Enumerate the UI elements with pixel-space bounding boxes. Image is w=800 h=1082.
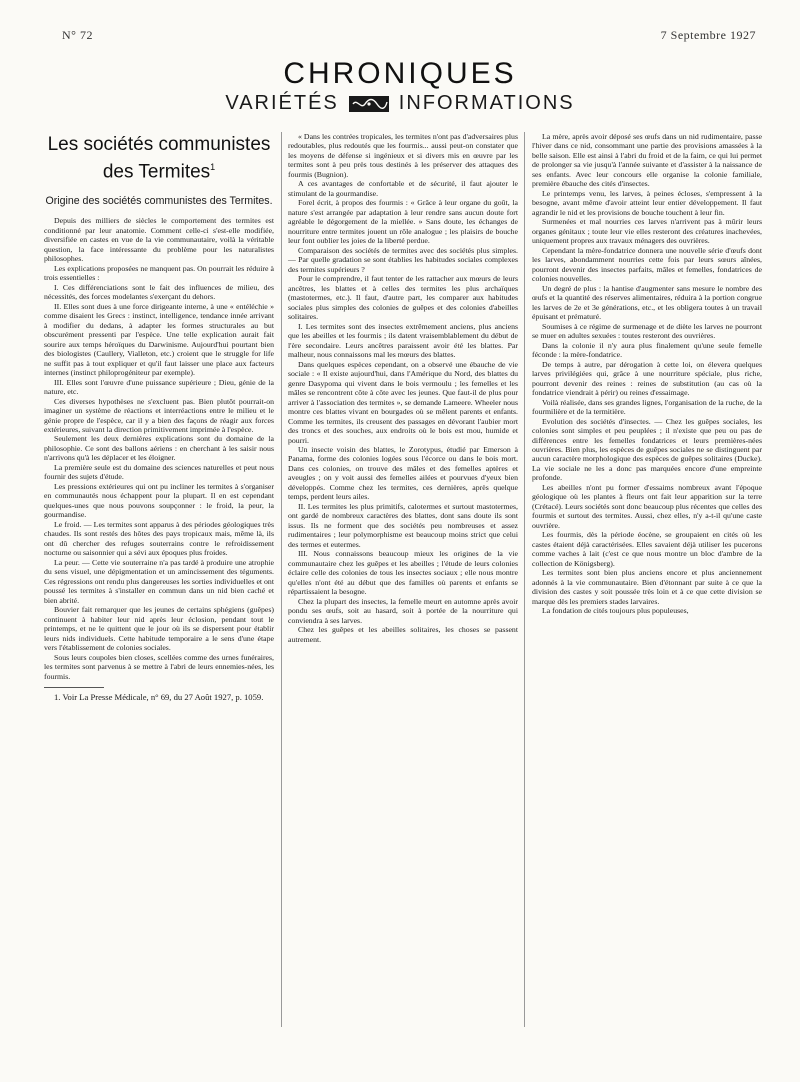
paragraph: II. Elles sont dues à une force dirigeante interne, à une « entéléchie » comme disaient les Grecs : instinct, intelligence, tendance innée arrivant à modifier du dedans, à adapter les formes structurales au but obscurément pressenti par l'espèce. Une telle explication aurait fait sourire aux temps héroïques du Darwinisme. Aujourd'hui pourtant bien des biologistes (Caullery, Vialleton, etc.) croient que le struggle for life ne suffit pas à tout expliquer et qu'il faut laisser une place aux facteurs internes (instinct philoprogéniteur par exemple). [44,301,274,378]
paragraph: Bouvier fait remarquer que les jeunes de certains sphégiens (guêpes) continuent à habiter leur nid après leur éclosion, pendant tout le printemps, et ne le quittent que le jour où ils se dispersent pour établir leurs nids individuels. Cette habitude temporaire a le sens d'une étape vers l'établissement de colonies sociales. [44,605,274,653]
title-footnote-marker: 1 [210,162,216,172]
column-1 [44,132,274,1062]
paragraph: Evolution des sociétés d'insectes. — Chez les guêpes sociales, les colonies sont simples et peu peuplées ; il n'existe que peu ou pas de différences entre les femelles fondatrices et leurs premières-nées ouvrières. Bien plus, les espèces de guêpes sociales ne se distinguent par aucun caractère morphologique des espèces de guêpes solitaires (Ducke). La vie sociale ne les a donc pas marquées encore d'une empreinte profonde. [532,416,762,483]
paragraph: A ces avantages de confortable et de sécurité, il faut ajouter le stimulant de la gourmandise. [288,179,518,198]
paragraph: Depuis des milliers de siècles le comportement des termites est conditionné par leur anatomie. Comment celle-ci s'est-elle modifiée, diversifiée en castes en vue de la vie communautaire, voilà la véritable question, la face intéressante du problème pour les naturalistes philosophes. [44,216,274,264]
paragraph: Les termites sont bien plus anciens encore et plus anciennement adonnés à la vie communautaire. Bien d'étonnant par suite à ce que la division des castes y soit poussée très loin et à ce que cette division se marque dès les premiers stades larvaires. [532,568,762,606]
paragraph: Soumises à ce régime de surmenage et de diète les larves ne pourront se muer en adultes sexuées : toutes resteront des ouvrières. [532,321,762,341]
footnote: 1. Voir La Presse Médicale, n° 69, du 27 Août 1927, p. 1059. [54,692,264,703]
paragraph: I. Les termites sont des insectes extrêmement anciens, plus anciens que les abeilles et les fourmis ; ils datent vraisemblablement du début de l'ère secondaire. Leurs ancêtres paraissent avoir été les blattes. Par malheur, nous connaissons mal les mœurs des blattes. [288,321,518,360]
paragraph: Chez les guêpes et les abeilles solitaires, les choses se passent autrement. [288,625,518,644]
column-2-body [288,132,518,644]
paragraph: Un insecte voisin des blattes, le Zorotypus, étudié par Emerson à Panama, forme des colonies logées sous l'écorce ou dans le bois mort. Dans ces colonies, on trouve des mâles et des femelles aptères et aveugles ; on y voit aussi des femelles ailées et pourvues d'yeux bien développés. Comme chez les termites, ces dernières, après quelque temps, perdent leurs ailes. [288,444,518,502]
paragraph: Un degré de plus : la hantise d'augmenter sans mesure le nombre des œufs et la quantité des réserves alimentaires, réduira à la portion congrue les larves de 2e et 3e générations, etc., et les obligera toutes à un travail épuisant et prématuré. [532,283,762,322]
paragraph: Surmenées et mal nourries ces larves n'arrivent pas à mûrir leurs organes génitaux ; toute leur vie elles resteront des créatures inachevées, uniquement propres aux travaux ménagers des ouvrières. [532,217,762,246]
masthead [0,58,800,115]
article-subhead: Origine des sociétés communistes des Termites. [45,195,273,208]
article-title [44,134,274,183]
paragraph: Dans la colonie il n'y aura plus finalement qu'une seule femelle féconde : la mère-fondatrice. [532,340,762,360]
column-3 [532,132,762,1062]
paragraph: Ces diverses hypothèses ne s'excluent pas. Bien plutôt pourrait-on imaginer un système de réactions et interréactions entre le milieu et le génie propre de l'espèce, car il y a bien des façons de réagir aux forces extérieures, suivant la direction primitivement imprimée à l'espèce. [44,396,274,434]
masthead-title: CHRONIQUES [283,57,517,90]
paragraph: Voilà réalisée, dans ses grandes lignes, l'organisation de la ruche, de la fourmilière et de la termitière. [532,397,762,417]
article-columns [44,132,762,1062]
masthead-right: INFORMATIONS [398,92,575,114]
paragraph: Les pressions extérieures qui ont pu incliner les termites à s'organiser en communautés nous échappent pour la plupart. Il en est cependant quelques-unes que nous pouvons soupçonner : le froid, la peur, la gourmandise. [44,481,274,520]
masthead-left: VARIÉTÉS [225,92,339,114]
paragraph: La mère, après avoir déposé ses œufs dans un nid rudimentaire, passe l'hiver dans ce nid, consommant une partie des provisions amassées à la belle saison. Elle est ainsi à l'abri du froid et de la faim, ce qui lui permet de prolonger sa vie jusqu'à l'année suivante et d'assister à la naissance de ses enfants. Avec leur concours elle organise la colonie familiale, première ébauche des cités d'insectes. [532,132,762,189]
paragraph: Chez la plupart des insectes, la femelle meurt en automne après avoir pondu ses œufs, soit au hasard, soit à portée de la nourriture qui conviendra à ses larves. [288,596,518,625]
paragraph: De temps à autre, par dérogation à cette loi, on élevera quelques larves privilégiées qui, grâce à une nourriture spéciale, plus riche, pourront devenir des reines : reines de substitution (au cas où la fondatrice viendrait à périr) ou reines d'essaimage. [532,359,762,398]
paragraph: « Dans les contrées tropicales, les termites n'ont pas d'adversaires plus redoutables, plus redoutés que les fourmis... aussi peut-on constater que les moyens de défense si ingénieux et si divers mis en œuvre par les termites sont à peu près tous destinés à les préserver des attaques des fourmis (Bugnion). [288,132,518,179]
paragraph: La fondation de cités toujours plus populeuses, [542,606,689,616]
paragraph: La peur. — Cette vie souterraine n'a pas tardé à produire une atrophie du sens visuel, une dépigmentation et un amincissement des téguments. Ces régressions ont rendu plus dangereuses les sorties individuelles et ont poussé les termites à s'installer en commun dans un nid bien caché et bien abrité. [44,557,274,605]
paragraph: Les abeilles n'ont pu former d'essaims nombreux avant l'époque géologique où les plantes à fleurs ont fait leur apparition sur la terre (Crétacé). Leurs sociétés sont donc beaucoup plus récentes que celles des fourmis et surtout des termites. Aussi, chez elles, n'y a-t-il qu'une caste ouvrière. [532,482,762,530]
paragraph: Sous leurs coupoles bien closes, scellées comme des urnes funéraires, les termites sont parvenus à se mettre à l'abri de leurs ennemies-nées, les fourmis. [44,652,274,681]
article-title-text: Les sociétés communistes des Termites [47,134,271,183]
paragraph: Le printemps venu, les larves, à peines écloses, s'empressent à la besogne, avant même d'avoir atteint leur entier développement. Il faut agrandir le nid et les provisions de bouche touchent à leur fin. [532,188,762,217]
footnote-rule [44,687,104,688]
issue-number: N° 72 [62,28,93,42]
column-2 [288,132,518,1062]
paragraph: Forel écrit, à propos des fourmis : « Grâce à leur organe du goût, la nature s'est arrangée par adaptation à leur rendre sans aucun doute fort agréable le dégorgement de la miellée. » Sans doute, les échanges de nourriture entre termites jouent un rôle analogue ; les plaisirs de bouche leur font oublier les joies de la liberté perdue. [288,198,518,246]
issue-date: 7 Septembre 1927 [660,28,756,42]
paragraph: Comparaison des sociétés de termites avec des sociétés plus simples. — Par quelle gradation se sont établies les habitudes sociales complexes des termites supérieurs ? [288,245,518,274]
column-1-body [44,216,274,681]
column-3-body [532,132,762,616]
paragraph: III. Elles sont l'œuvre d'une puissance supérieure ; Dieu, génie de la nature, etc. [44,377,274,397]
paragraph: Cependant la mère-fondatrice donnera une nouvelle série d'œufs dont les larves, abondamment nourries cette fois par leurs sœurs aînées, pourront devenir des insectes parfaits, mâles et femelles, fondatrices de colonies nouvelles. [532,245,762,284]
paragraph: III. Nous connaissons beaucoup mieux les origines de la vie communautaire chez les guêpes et les abeilles ; l'étude de leurs colonies éclaire celle des colonies de tous les insectes sociaux ; elle nous montre qu'elles n'ont été au début que des familles où parents et enfants se répartissaient la besogne. [288,549,518,597]
ornament-icon [349,96,389,112]
paragraph: Les explications proposées ne manquent pas. On pourrait les réduire à trois essentielles : [44,263,274,283]
paragraph: Le froid. — Les termites sont apparus à des périodes géologiques très chaudes. Ils sont restés des hôtes des pays tropicaux mais, même là, ils ont dû chercher des refuges souterrains contre le refroidissement nocturne ou saisonnier qui a sévi aux époques plus froides. [44,519,274,558]
paragraph: I. Ces différenciations sont le fait des influences de milieu, des nécessités, des forces modelantes s'exerçant du dehors. [44,282,274,302]
paragraph: Seulement les deux dernières explications sont du domaine de la philosophie. Ce sont des ballons aériens : en cherchant à les saisir nous n'arrivons qu'à les déplacer et les éloigner. [44,434,274,463]
paragraph: Pour le comprendre, il faut tenter de les rattacher aux mœurs de leurs ancêtres, les blattes et à celles des termites les plus archaïques (mastotermes, etc.). Il faut, d'autre part, les comparer aux habitudes sociales plus simples des colonies de guêpes et des colonies d'abeilles solitaires. [288,274,518,322]
masthead-subtitle [0,92,800,115]
paragraph: Les fourmis, dès la période éocène, se groupaient en cités où les castes étaient déjà caractérisées. Elles savaient déjà utiliser les pucerons comme vaches à lait (c'est ce que nous montre un bloc d'ambre de la collection de Königsberg). [532,530,762,568]
paragraph: La première seule est du domaine des sciences naturelles et peut nous fournir des sujets d'étude. [44,462,274,482]
paragraph: Dans quelques espèces cependant, on a observé une ébauche de vie sociale : « Il existe aujourd'hui, dans l'Amérique du Nord, des blattes du genre Dasypoma qui vivent dans le bois vermoulu ; les femelles et les mâles se rencontrent côte à côte avec les jeunes. Que faut-il de plus pour arriver à l'association des termites », se demande Lameere. Wheeler nous montre ces blattes vivant en bourgades où se mêlent parents et enfants. Comme les termites, ils creusent des passages en dévorant l'aubier mort des troncs et des souches, aux endroits où le bois est mou, humide et pourri. [288,359,518,445]
paragraph: II. Les termites les plus primitifs, calotermes et surtout mastotermes, ont gardé de nombreux caractères des blattes, dont sans doute ils sont issus. Ils ne forment que des sociétés peu nombreuses et assez rudimentaires ; leur polymorphisme est beaucoup moins strict que celui des termes et eutermes. [288,501,518,549]
